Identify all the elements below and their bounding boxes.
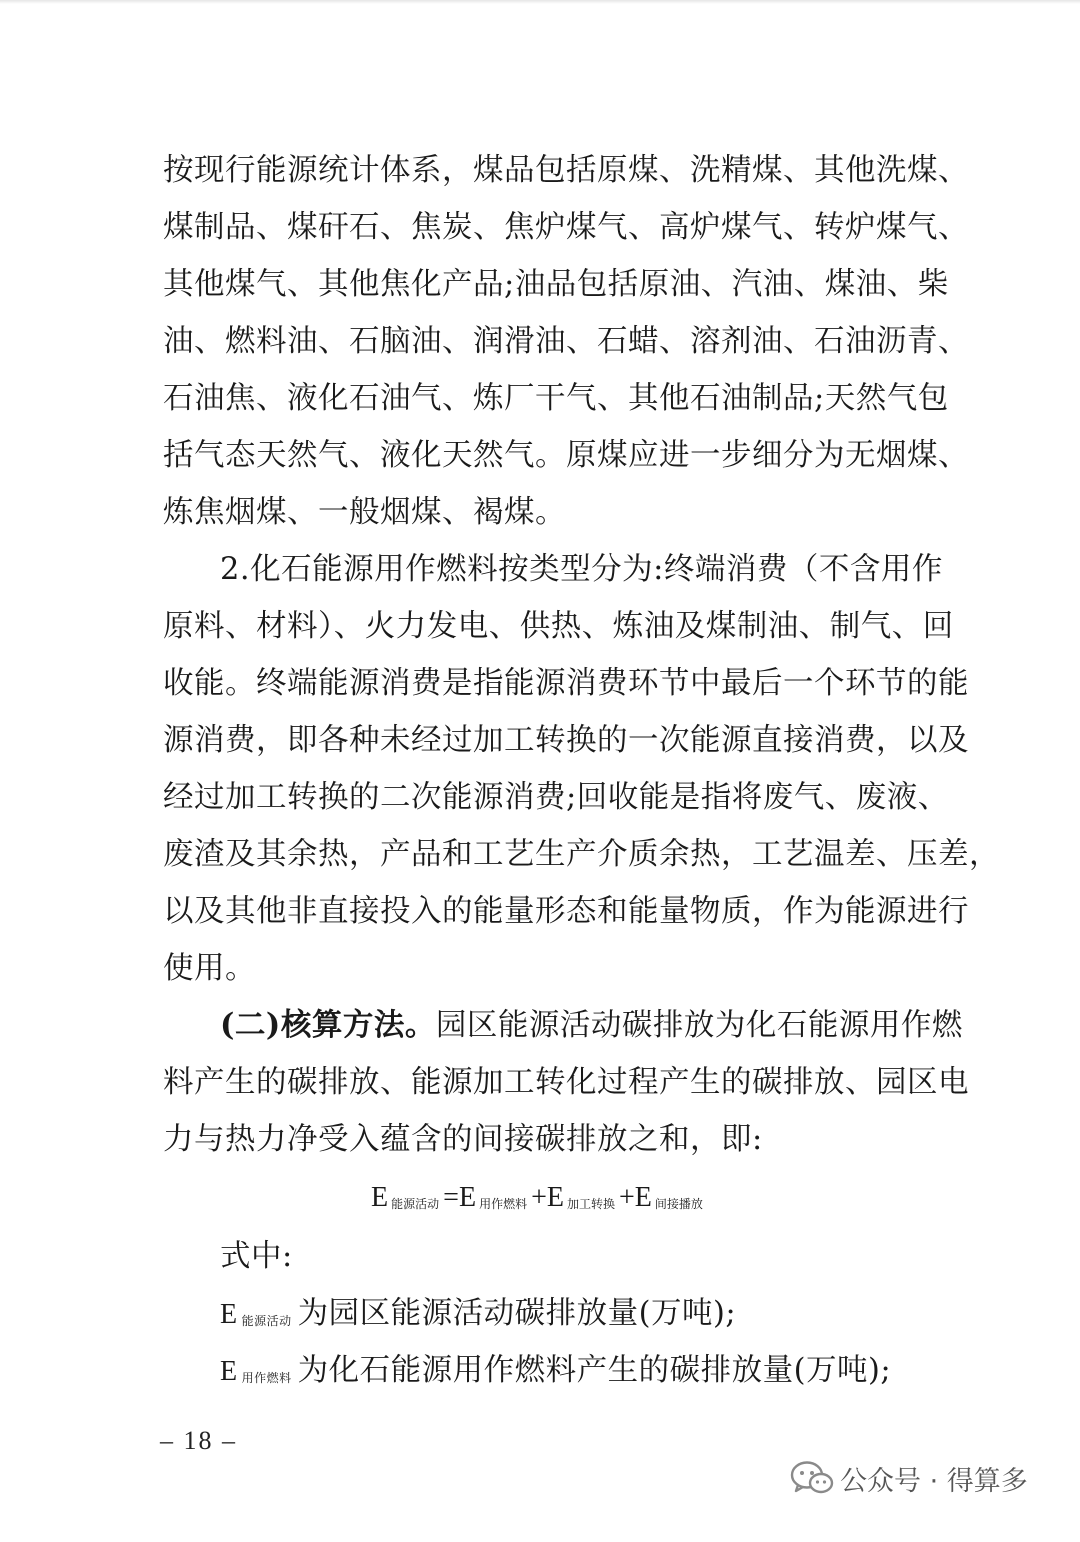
- watermark: [790, 1458, 1028, 1498]
- text-line: 以及其他非直接投入的能量形态和能量物质，作为能源进行: [163, 894, 969, 929]
- text-line: 按现行能源统计体系，煤品包括原煤、洗精煤、其他洗煤、: [163, 153, 969, 188]
- text-line: 石油焦、液化石油气、炼厂干气、其他石油制品;天然气包: [163, 381, 949, 416]
- wechat-logo-icon: [790, 1460, 834, 1496]
- definition-symbol: E: [220, 1299, 238, 1330]
- definition-text: 为化石能源用作燃料产生的碳排放量(万吨);: [297, 1353, 892, 1388]
- definition-subscript: 能源活动: [241, 1314, 292, 1328]
- text-line: 收能。终端能源消费是指能源消费环节中最后一个环节的能: [163, 666, 969, 701]
- formula-subscript: 间接播放: [654, 1197, 703, 1211]
- where-label: 式中:: [220, 1239, 293, 1274]
- section-heading-rest: 园区能源活动碳排放为化石能源用作燃: [435, 1008, 963, 1043]
- text-line: 原料、材料）、火力发电、供热、炼油及煤制油、制气、回: [163, 609, 954, 644]
- text-line: 其他煤气、其他焦化产品;油品包括原油、汽油、煤油、柴: [163, 267, 949, 302]
- formula-term: +E: [531, 1182, 564, 1213]
- paragraph-calculation-method: [163, 997, 969, 1168]
- scan-top-edge: [0, 0, 1080, 4]
- section-heading: (二)核算方法。: [220, 1007, 436, 1043]
- text-line: 使用。: [163, 951, 256, 986]
- definition-text: 为园区能源活动碳排放量(万吨);: [297, 1296, 737, 1331]
- page-number: – 18 –: [160, 1426, 237, 1455]
- formula-subscript: 加工转换: [567, 1197, 616, 1211]
- text-line: 经过加工转换的二次能源消费;回收能是指将废气、废液、: [163, 780, 949, 815]
- definition-line: [163, 1285, 915, 1342]
- paragraph-fuel-categories: [163, 142, 969, 541]
- text-line: 料产生的碳排放、能源加工转化过程产生的碳排放、园区电: [163, 1065, 969, 1100]
- text-line: 废渣及其余热，产品和工艺生产介质余热，工艺温差、压差，: [163, 837, 1000, 872]
- text-line: 力与热力净受入蕴含的间接碳排放之和，即:: [163, 1122, 763, 1157]
- text-line: 炼焦烟煤、一般烟煤、褐煤。: [163, 495, 566, 530]
- text-line: 2.化石能源用作燃料按类型分为:终端消费（不含用作: [220, 552, 943, 587]
- formula-subscript: 用作燃料: [479, 1197, 528, 1211]
- formula-term: E: [371, 1182, 389, 1213]
- definition-subscript: 用作燃料: [241, 1371, 292, 1385]
- text-line: [163, 997, 963, 1054]
- document-body: [163, 142, 1000, 1399]
- text-line: 油、燃料油、石脑油、润滑油、石蜡、溶剂油、石油沥青、: [163, 324, 969, 359]
- text-line: 煤制品、煤矸石、焦炭、焦炉煤气、高炉煤气、转炉煤气、: [163, 210, 969, 245]
- formula-term: +E: [619, 1182, 652, 1213]
- definition-line: [163, 1342, 915, 1399]
- watermark-text: 公众号 · 得算多: [840, 1465, 1028, 1497]
- text-line: 源消费，即各种未经过加工转换的一次能源直接消费，以及: [163, 723, 969, 758]
- definition-symbol: E: [220, 1356, 238, 1387]
- emission-formula: [163, 1168, 915, 1228]
- text-line: 括气态天然气、液化天然气。原煤应进一步细分为无烟煤、: [163, 438, 969, 473]
- formula-term: =E: [443, 1182, 477, 1213]
- paragraph-fuel-types: [163, 541, 1000, 997]
- formula-subscript: 能源活动: [391, 1197, 440, 1211]
